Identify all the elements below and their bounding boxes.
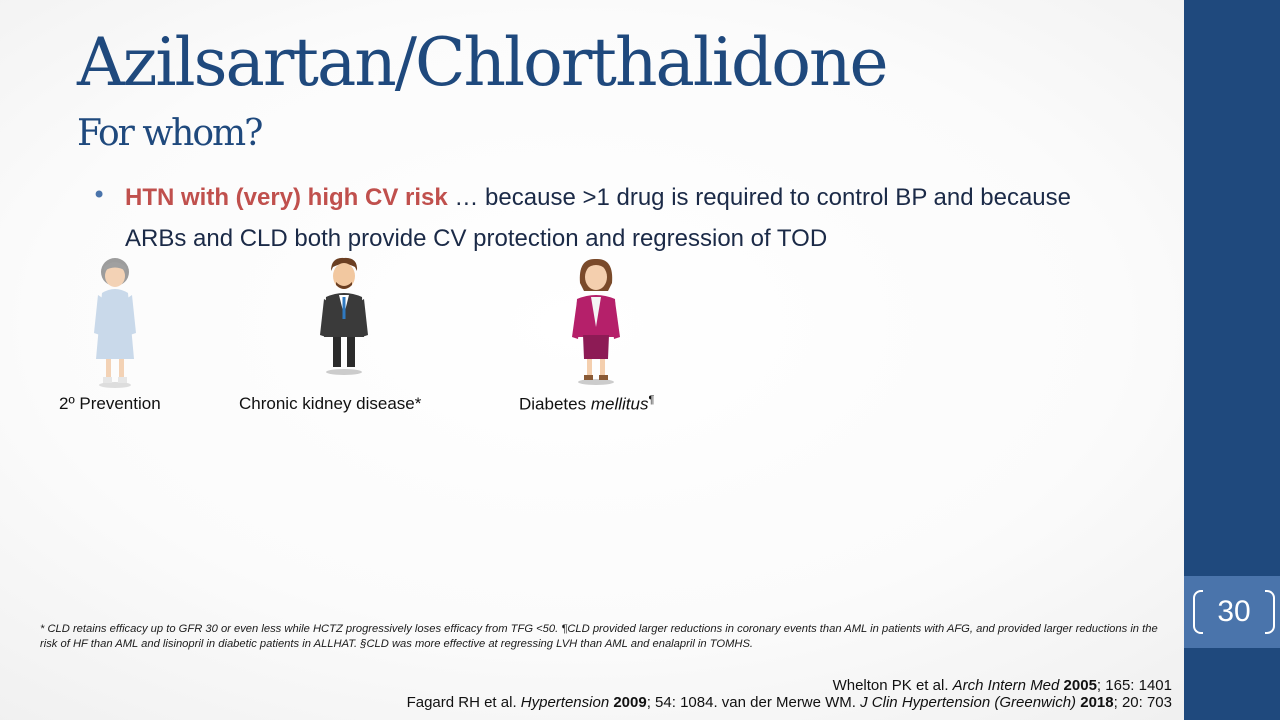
ref1-journal: Arch Intern Med <box>952 677 1060 694</box>
ref2-journal: Hypertension <box>520 694 610 711</box>
woman-icon <box>568 255 624 387</box>
ref2-rest: ; 20: 703 <box>1113 694 1172 711</box>
bullet-text <box>125 177 1125 259</box>
label-secondary-prevention: 2º Prevention <box>59 394 161 413</box>
ref1-rest: ; 165: 1401 <box>1096 677 1172 694</box>
ref2-author: Fagard RH et al. <box>406 694 521 711</box>
reference-2 <box>407 694 1172 711</box>
ref2-mid: ; 54: 1084. van der Merwe WM. <box>646 694 861 711</box>
ref1-author: Whelton PK et al. <box>832 677 953 694</box>
page-number: 30 <box>1217 595 1251 628</box>
bullet-body: … because >1 drug is required to control BP and because ARBs and CLD both provide CV protection and regression of TOD <box>125 184 1072 252</box>
slide-subtitle: For whom? <box>77 113 262 154</box>
bullet-highlight: HTN with (very) high CV risk <box>125 184 448 211</box>
ref2-year: 2009 <box>613 694 647 711</box>
slide-title: Azilsartan/Chlorthalidone <box>77 24 887 101</box>
label-diabetes-em: mellitus <box>590 394 649 414</box>
footnote: * CLD retains efficacy up to GFR 30 or even less while HCTZ progressively loses efficacy from TFG <50. ¶CLD provided larger reductions in coronary events than AML in patients with AFG, and provided larger reductions in the risk of HF than AML and lisinopril in diabetic patients in ALLHAT. §CLD was more effective at regressing LVH than AML and enalapril in TOMHS. <box>40 623 1158 650</box>
ref1-year: 2005 <box>1063 677 1097 694</box>
reference-1 <box>833 677 1172 694</box>
label-diabetes-main: Diabetes <box>519 394 591 414</box>
ref2-year2: 2018 <box>1080 694 1114 711</box>
label-diabetes <box>519 394 654 415</box>
ref2-journal2: J Clin Hypertension (Greenwich) <box>860 694 1077 711</box>
elderly-woman-icon <box>90 255 140 390</box>
man-in-suit-icon <box>318 255 370 377</box>
label-diabetes-sup: ¶ <box>648 394 655 406</box>
label-chronic-kidney-disease: Chronic kidney disease* <box>239 394 422 413</box>
bullet-dot: • <box>92 181 107 209</box>
